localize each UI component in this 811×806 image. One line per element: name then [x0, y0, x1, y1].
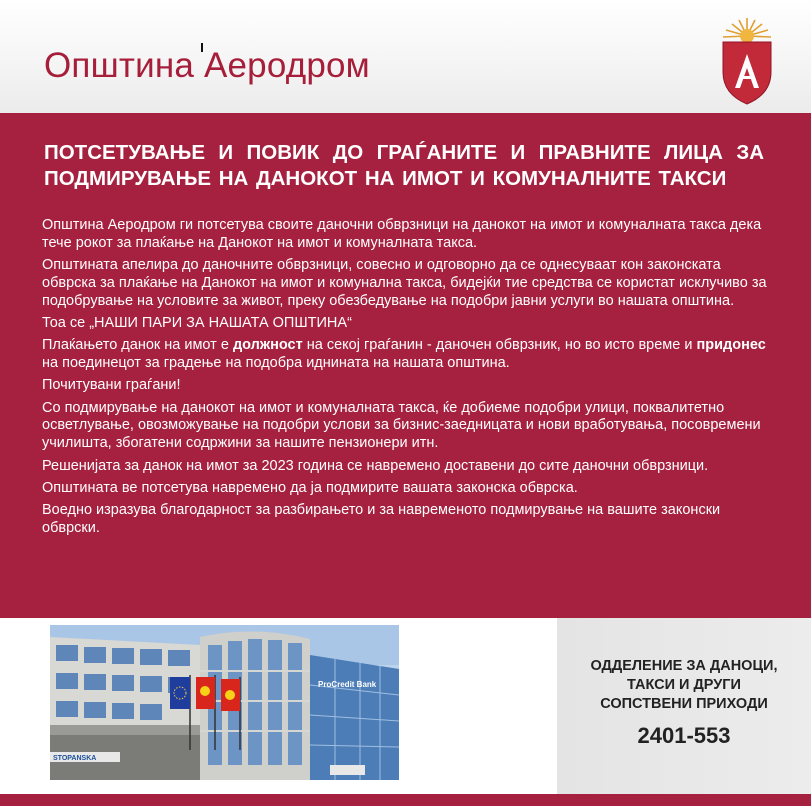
paragraph-greeting: Почитувани граѓани! — [42, 377, 181, 394]
shop-sign: STOPANSKA — [53, 755, 97, 762]
municipality-building-photo — [50, 625, 399, 780]
page-header — [0, 0, 811, 113]
department-line-1: ОДДЕЛЕНИЕ ЗА ДАНОЦИ, — [590, 658, 778, 674]
duty-text-c: на секој граѓанин - даночен обврзник, но во исто време и — [302, 337, 697, 354]
department-name — [557, 657, 811, 714]
phone-number: 2401-553 — [637, 723, 731, 748]
duty-word: должност — [232, 337, 303, 354]
paragraph-duty — [42, 337, 772, 373]
municipality-title: Општина Аеродром — [44, 46, 370, 85]
department-line-2: ТАКСИ И ДРУГИ — [627, 677, 741, 693]
paragraph-benefits: Со подмирување на данокот на имот и комуналната такса, ќе добиеме подобри улици, поквалитетно осветлување, овозможување на подобри услови за бизнис-заедницата и нови вработувања, посовремени училишта, збогатени содржини за нашите пензионери итн. — [42, 399, 761, 452]
paragraph-reminder: Општина Аеродром ги потсетува своите даночни обврзници на данокот на имот и комуналната такса дека тече рокот за плаќање на Данокот на имот и комуналната такса. — [42, 217, 762, 251]
paragraph-appeal: Општината апелира до даночните обврзници, совесно и одговорно да се однесуваат кон законската обврска за плаќање на Данокот на имот и комунална такса, бидејќи тие средства се користат исклучиво за подобрување на условите за живот, преку обезбедување на подобри јавни услуги во нашата општина. — [42, 257, 767, 309]
paragraph-decisions: Решенијата за данок на имот за 2023 година се навремено доставени до сите даночни обврзници. — [42, 457, 709, 474]
paragraph-reminder-pay: Општината ве потсетува навремено да ја подмирите вашата законска обврска. — [42, 479, 578, 496]
duty-text-e: на поединецот за градење на подобра иднината на нашата општина. — [42, 355, 510, 372]
paragraph-thanks: Воедно изразува благодарност за разбирањето и за навременото подмирување на вашите законски обврски. — [42, 502, 721, 536]
footer-strip — [0, 794, 811, 806]
municipality-crest-icon — [719, 16, 775, 106]
notice-headline: ПОТСЕТУВАЊЕ И ПОВИК ДО ГРАЃАНИТЕ И ПРАВНИТЕ ЛИЦА ЗА ПОДМИРУВАЊЕ НА ДАНОКОТ НА ИМОТ И КОМУНАЛНИТЕ ТАКСИ — [44, 141, 764, 190]
contribution-word: придонес — [696, 337, 766, 354]
department-line-3: СОПСТВЕНИ ПРИХОДИ — [600, 696, 768, 712]
paragraph-slogan: Тоа се „НАШИ ПАРИ ЗА НАШАТА ОПШТИНА“ — [42, 314, 352, 331]
notice-body — [42, 217, 772, 542]
duty-text-a: Плаќањето данок на имот е — [42, 337, 233, 354]
bank-sign: ProCredit Bank — [318, 680, 377, 689]
